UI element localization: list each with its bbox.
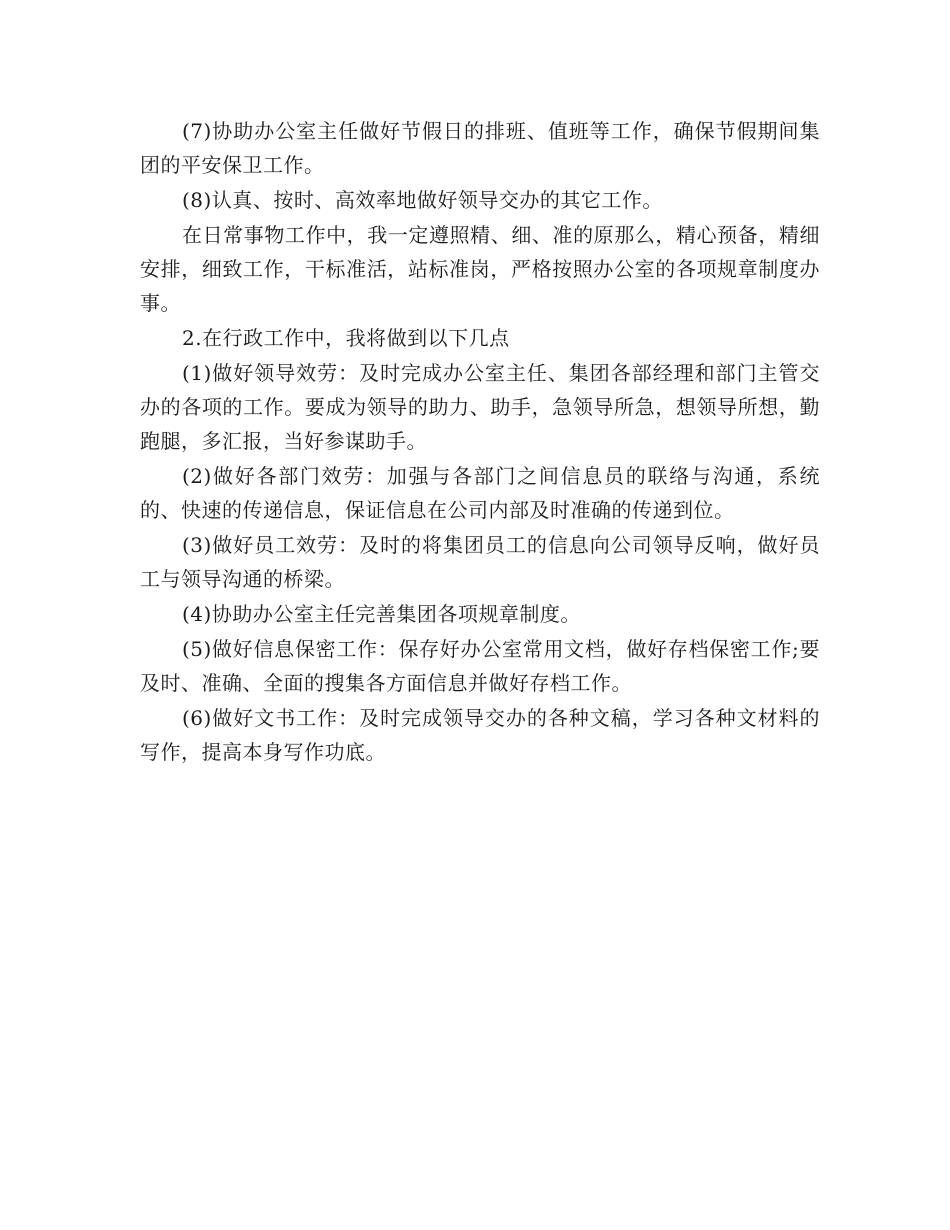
paragraph-item-4: (4)协助办公室主任完善集团各项规章制度。 <box>182 602 581 626</box>
section-heading-admin-work: 2.在行政工作中，我将做到以下几点 <box>182 326 510 350</box>
paragraph-item-2: (2)做好各部门效劳：加强与各部门之间信息员的联络与沟通，系统的、快速的传递信息，保证信息在公司内部及时准确的传递到位。 <box>140 464 820 522</box>
document-body <box>140 114 820 770</box>
paragraph-item-8: (8)认真、按时、高效率地做好领导交办的其它工作。 <box>182 188 663 212</box>
paragraph-item-1: (1)做好领导效劳：及时完成办公室主任、集团各部经理和部门主管交办的各项的工作。要成为领导的助力、助手，急领导所急，想领导所想，勤跑腿，多汇报，当好参谋助手。 <box>140 361 820 453</box>
paragraph-daily-affairs: 在日常事物工作中，我一定遵照精、细、准的原那么，精心预备，精细安排，细致工作，干标准活，站标准岗，严格按照办公室的各项规章制度办事。 <box>140 223 820 315</box>
paragraph-item-5: (5)做好信息保密工作：保存好办公室常用文档，做好存档保密工作;要及时、准确、全面的搜集各方面信息并做好存档工作。 <box>140 637 820 695</box>
paragraph-item-7: (7)协助办公室主任做好节假日的排班、值班等工作，确保节假期间集团的平安保卫工作。 <box>140 119 820 177</box>
paragraph-item-3: (3)做好员工效劳：及时的将集团员工的信息向公司领导反响，做好员工与领导沟通的桥梁。 <box>140 533 820 591</box>
paragraph-item-6: (6)做好文书工作：及时完成领导交办的各种文稿，学习各种文材料的写作，提高本身写作功底。 <box>140 706 820 764</box>
